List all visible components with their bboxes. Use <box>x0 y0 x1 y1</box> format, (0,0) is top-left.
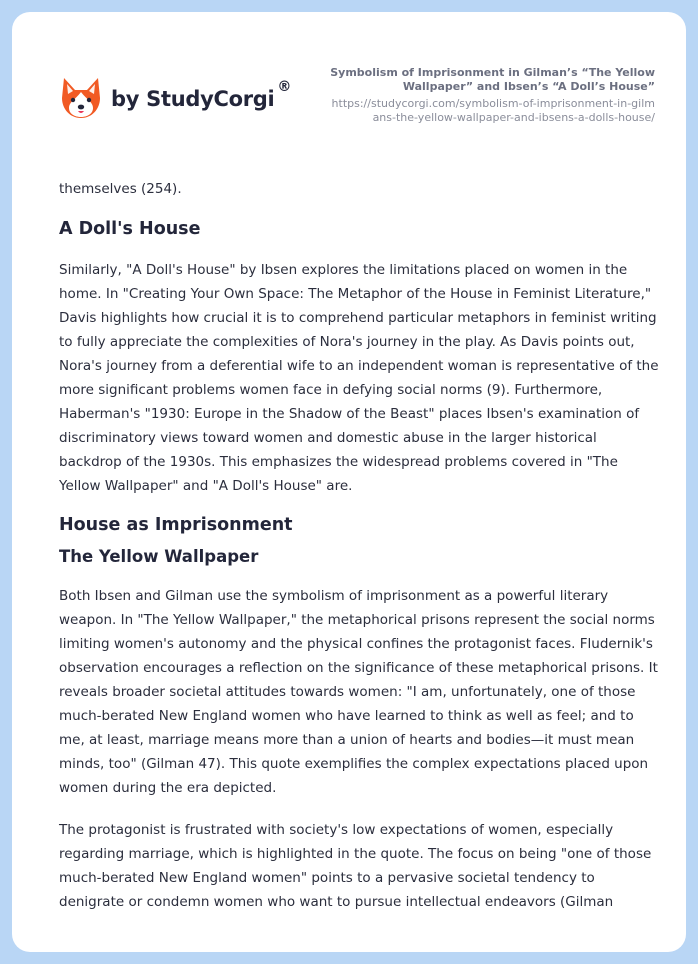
article-body <box>59 177 659 914</box>
studycorgi-logo[interactable] <box>61 76 291 120</box>
document-source <box>325 66 655 125</box>
brand-name: by StudyCorgi <box>111 87 275 111</box>
heading-house-as-imprisonment: House as Imprisonment <box>59 515 293 535</box>
document-page <box>12 12 686 952</box>
document-url[interactable]: https://studycorgi.com/symbolism-of-imprisonment-in-gilmans-the-yellow-wallpaper-and-ibsens-a-dolls-house/ <box>331 97 655 124</box>
corgi-logo-icon <box>61 76 101 120</box>
paragraph-yellow-wallpaper-1: Both Ibsen and Gilman use the symbolism of imprisonment as a powerful literary weapon. In "The Yellow Wallpaper," the metaphorical prisons represent the social norms limiting women's autonomy and the physical confines the protagonist faces. Fludernik's observation encourages a reflection on the significance of these metaphorical prisons. It reveals broader societal attitudes towards women: "I am, unfortunately, one of those much-berated New England women who have learned to think as well as feel; and to me, at least, marriage means more than a union of hearts and bodies—it must mean minds, too" (Gilman 47). This quote exemplifies the complex expectations placed upon women during the era depicted. <box>59 588 658 796</box>
intro-fragment: themselves (254). <box>59 181 182 197</box>
paragraph-yellow-wallpaper-2: The protagonist is frustrated with society's low expectations of women, especially regarding marriage, which is highlighted in the quote. The focus on being "one of those much-berated New England women" points to a pervasive societal tendency to denigrate or condemn women who want to pursue intellectual endeavors (Gilman <box>59 822 652 910</box>
subheading-yellow-wallpaper: The Yellow Wallpaper <box>59 547 259 566</box>
registered-mark: ® <box>277 79 292 95</box>
heading-dolls-house: A Doll's House <box>59 219 201 239</box>
document-title: Symbolism of Imprisonment in Gilman’s “The Yellow Wallpaper” and Ibsen’s “A Doll’s House” <box>330 66 655 93</box>
paragraph-dolls-house: Similarly, "A Doll's House" by Ibsen explores the limitations placed on women in the home. In "Creating Your Own Space: The Metaphor of the House in Feminist Literature," Davis highlights how crucial it is to comprehend particular metaphors in feminist writing to fully appreciate the complexities of Nora's journey in the play. As Davis points out, Nora's journey from a deferential wife to an independent woman is representative of the more significant problems women face in defying social norms (9). Furthermore, Haberman's "1930: Europe in the Shadow of the Beast" places Ibsen's examination of discriminatory views toward women and domestic abuse in the larger historical backdrop of the 1930s. This emphasizes the widespread problems covered in "The Yellow Wallpaper" and "A Doll's House" are. <box>59 262 659 494</box>
